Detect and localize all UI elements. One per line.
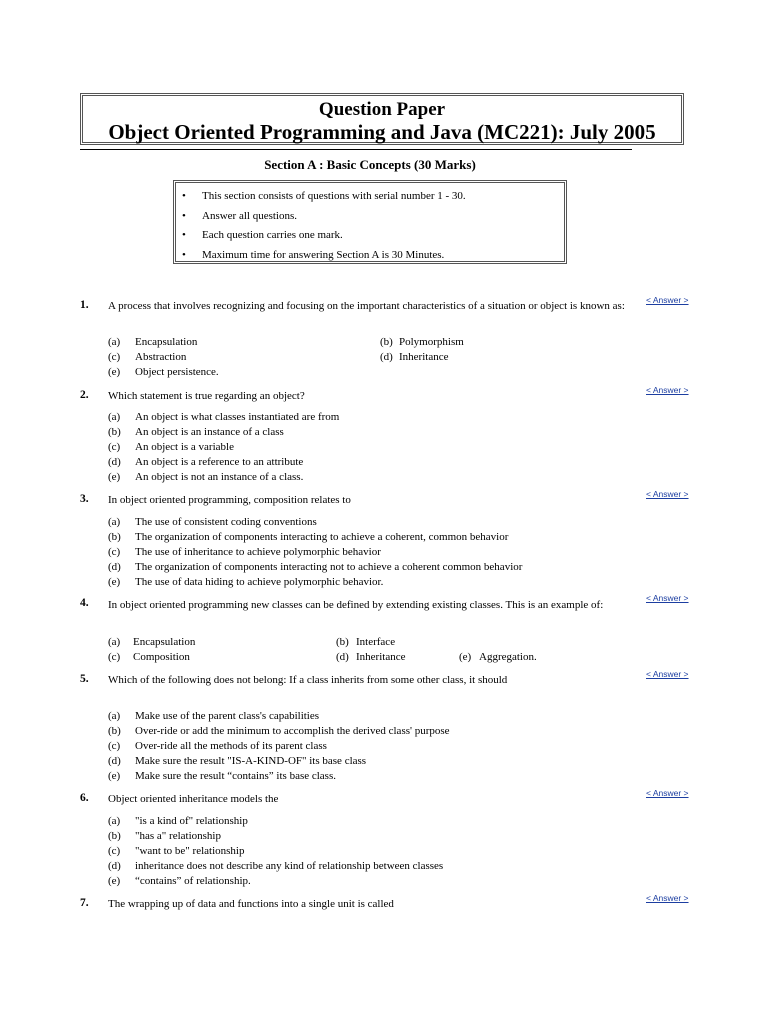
answer-link[interactable]: < Answer >	[646, 593, 689, 603]
option-text: Over-ride all the methods of its parent class	[135, 740, 327, 752]
option-letter: (b)	[336, 636, 349, 648]
instruction-text: Answer all questions.	[202, 209, 298, 222]
option-text: An object is an instance of a class	[135, 426, 284, 438]
option-row	[108, 560, 668, 575]
answer-link[interactable]: < Answer >	[646, 295, 689, 305]
options-list	[108, 515, 668, 590]
option-letter: (e)	[108, 366, 121, 378]
bullet-icon: •	[182, 190, 186, 202]
option-letter: (d)	[380, 351, 393, 363]
option-row	[108, 455, 668, 470]
answer-link[interactable]: < Answer >	[646, 893, 689, 903]
option-letter: (b)	[380, 336, 393, 348]
option-text: The use of data hiding to achieve polymorphic behavior.	[135, 576, 384, 588]
option-text: "want to be" relationship	[135, 845, 245, 857]
option-row	[108, 724, 668, 739]
option-text: "has a" relationship	[135, 830, 221, 842]
question-stem: Object oriented inheritance models the	[108, 793, 279, 805]
option-text: Over-ride or add the minimum to accomplish the derived class' purpose	[135, 725, 450, 737]
instruction-text: Maximum time for answering Section A is 30 Minutes.	[202, 248, 445, 261]
question-stem: A process that involves recognizing and focusing on the important characteristics of a situation or object is known as:	[108, 300, 625, 312]
option-text: Inheritance	[399, 351, 449, 363]
option-text: An object is not an instance of a class.	[135, 471, 304, 483]
option-letter: (a)	[108, 336, 121, 348]
options-list	[108, 410, 668, 485]
option-letter: (a)	[108, 516, 121, 528]
option-letter: (c)	[108, 740, 121, 752]
option-row	[108, 874, 668, 889]
option-letter: (e)	[459, 651, 472, 663]
question-stem: Which statement is true regarding an object?	[108, 390, 305, 402]
option-text: Make sure the result "IS-A-KIND-OF" its base class	[135, 755, 367, 767]
option-letter: (e)	[108, 875, 121, 887]
option-letter: (e)	[108, 770, 121, 782]
option-letter: (a)	[108, 815, 121, 827]
question-stem: In object oriented programming new classes can be defined by extending existing classes. This is an example of:	[108, 599, 604, 611]
option-letter: (c)	[108, 546, 121, 558]
option-text: The organization of components interacting not to achieve a coherent common behavior	[135, 561, 523, 573]
answer-link[interactable]: < Answer >	[646, 669, 689, 679]
option-row	[108, 709, 668, 724]
paper-label: Question Paper	[318, 99, 446, 120]
option-row	[108, 350, 668, 365]
question-stem: The wrapping up of data and functions into a single unit is called	[108, 898, 394, 910]
option-row	[108, 335, 668, 350]
option-row	[108, 739, 668, 754]
option-row	[108, 844, 668, 859]
title-box	[80, 93, 684, 145]
answer-link[interactable]: < Answer >	[646, 489, 689, 499]
option-text: Interface	[356, 636, 396, 648]
option-letter: (a)	[108, 710, 121, 722]
option-text: An object is a variable	[135, 441, 234, 453]
option-row	[108, 859, 668, 874]
option-letter: (d)	[336, 651, 349, 663]
option-row	[108, 410, 668, 425]
option-row	[108, 829, 668, 844]
option-letter: (c)	[108, 651, 121, 663]
answer-link[interactable]: < Answer >	[646, 788, 689, 798]
instruction-text: Each question carries one mark.	[202, 229, 343, 241]
options-list	[108, 335, 668, 380]
option-text: The use of inheritance to achieve polymorphic behavior	[135, 546, 381, 558]
instruction-text: This section consists of questions with serial number 1 - 30.	[202, 190, 466, 202]
question-number: 5.	[80, 673, 89, 685]
instruction-item	[182, 207, 564, 227]
question-number: 7.	[80, 897, 89, 909]
option-row	[108, 575, 668, 590]
question-stem: In object oriented programming, composition relates to	[108, 494, 351, 506]
instructions-box	[173, 180, 567, 264]
options-list	[108, 635, 668, 665]
bullet-icon: •	[182, 229, 186, 241]
option-text: Object persistence.	[135, 366, 219, 378]
option-letter: (b)	[108, 830, 121, 842]
instruction-item	[182, 226, 564, 246]
option-row	[108, 470, 668, 485]
question-number: 3.	[80, 493, 89, 505]
bullet-icon: •	[182, 248, 186, 261]
option-row	[108, 769, 668, 784]
section-heading: Section A : Basic Concepts (30 Marks)	[264, 157, 476, 172]
option-letter: (b)	[108, 531, 121, 543]
options-list	[108, 709, 668, 784]
question-number: 4.	[80, 597, 89, 609]
question-number: 2.	[80, 389, 89, 401]
option-row	[108, 530, 668, 545]
option-letter: (a)	[108, 636, 121, 648]
question-stem: Which of the following does not belong: If a class inherits from some other class, it should	[108, 674, 508, 686]
option-row	[108, 814, 668, 829]
option-text: Inheritance	[356, 651, 406, 663]
option-letter: (e)	[108, 576, 121, 588]
bullet-icon: •	[182, 209, 186, 222]
option-letter: (c)	[108, 441, 121, 453]
option-text: inheritance does not describe any kind of relationship between classes	[135, 860, 444, 872]
option-text: Abstraction	[135, 351, 187, 363]
instruction-item	[182, 187, 564, 207]
option-text: The organization of components interacting to achieve a coherent, common behavior	[135, 531, 509, 543]
option-row	[108, 515, 668, 530]
option-row	[108, 650, 668, 665]
option-letter: (b)	[108, 426, 121, 438]
option-letter: (b)	[108, 725, 121, 737]
option-text: "is a kind of" relationship	[135, 815, 248, 827]
option-text: Make sure the result “contains” its base class.	[135, 770, 336, 782]
option-text: “contains” of relationship.	[135, 875, 251, 887]
option-text: An object is what classes instantiated are from	[135, 411, 340, 423]
option-letter: (d)	[108, 456, 121, 468]
option-row	[108, 545, 668, 560]
option-text: Encapsulation	[133, 636, 196, 648]
title-divider	[80, 149, 632, 150]
question-number: 6.	[80, 792, 89, 804]
option-row	[108, 425, 668, 440]
option-row	[108, 440, 668, 455]
option-text: Polymorphism	[399, 336, 464, 348]
answer-link[interactable]: < Answer >	[646, 385, 689, 395]
option-text: The use of consistent coding conventions	[135, 516, 317, 528]
instruction-item	[182, 246, 564, 266]
option-text: Aggregation.	[479, 651, 537, 663]
option-letter: (e)	[108, 471, 121, 483]
option-letter: (c)	[108, 351, 121, 363]
paper-title: Object Oriented Programming and Java (MC221): July 2005	[108, 120, 656, 144]
option-row	[108, 754, 668, 769]
option-text: Encapsulation	[135, 336, 198, 348]
option-letter: (c)	[108, 845, 121, 857]
option-row	[108, 365, 668, 380]
option-letter: (a)	[108, 411, 121, 423]
option-text: Composition	[133, 651, 190, 663]
question-number: 1.	[80, 299, 89, 311]
option-letter: (d)	[108, 860, 121, 872]
option-row	[108, 635, 668, 650]
option-letter: (d)	[108, 755, 121, 767]
option-text: An object is a reference to an attribute	[135, 456, 304, 468]
option-text: Make use of the parent class's capabilities	[135, 710, 320, 722]
option-letter: (d)	[108, 561, 121, 573]
options-list	[108, 814, 668, 889]
